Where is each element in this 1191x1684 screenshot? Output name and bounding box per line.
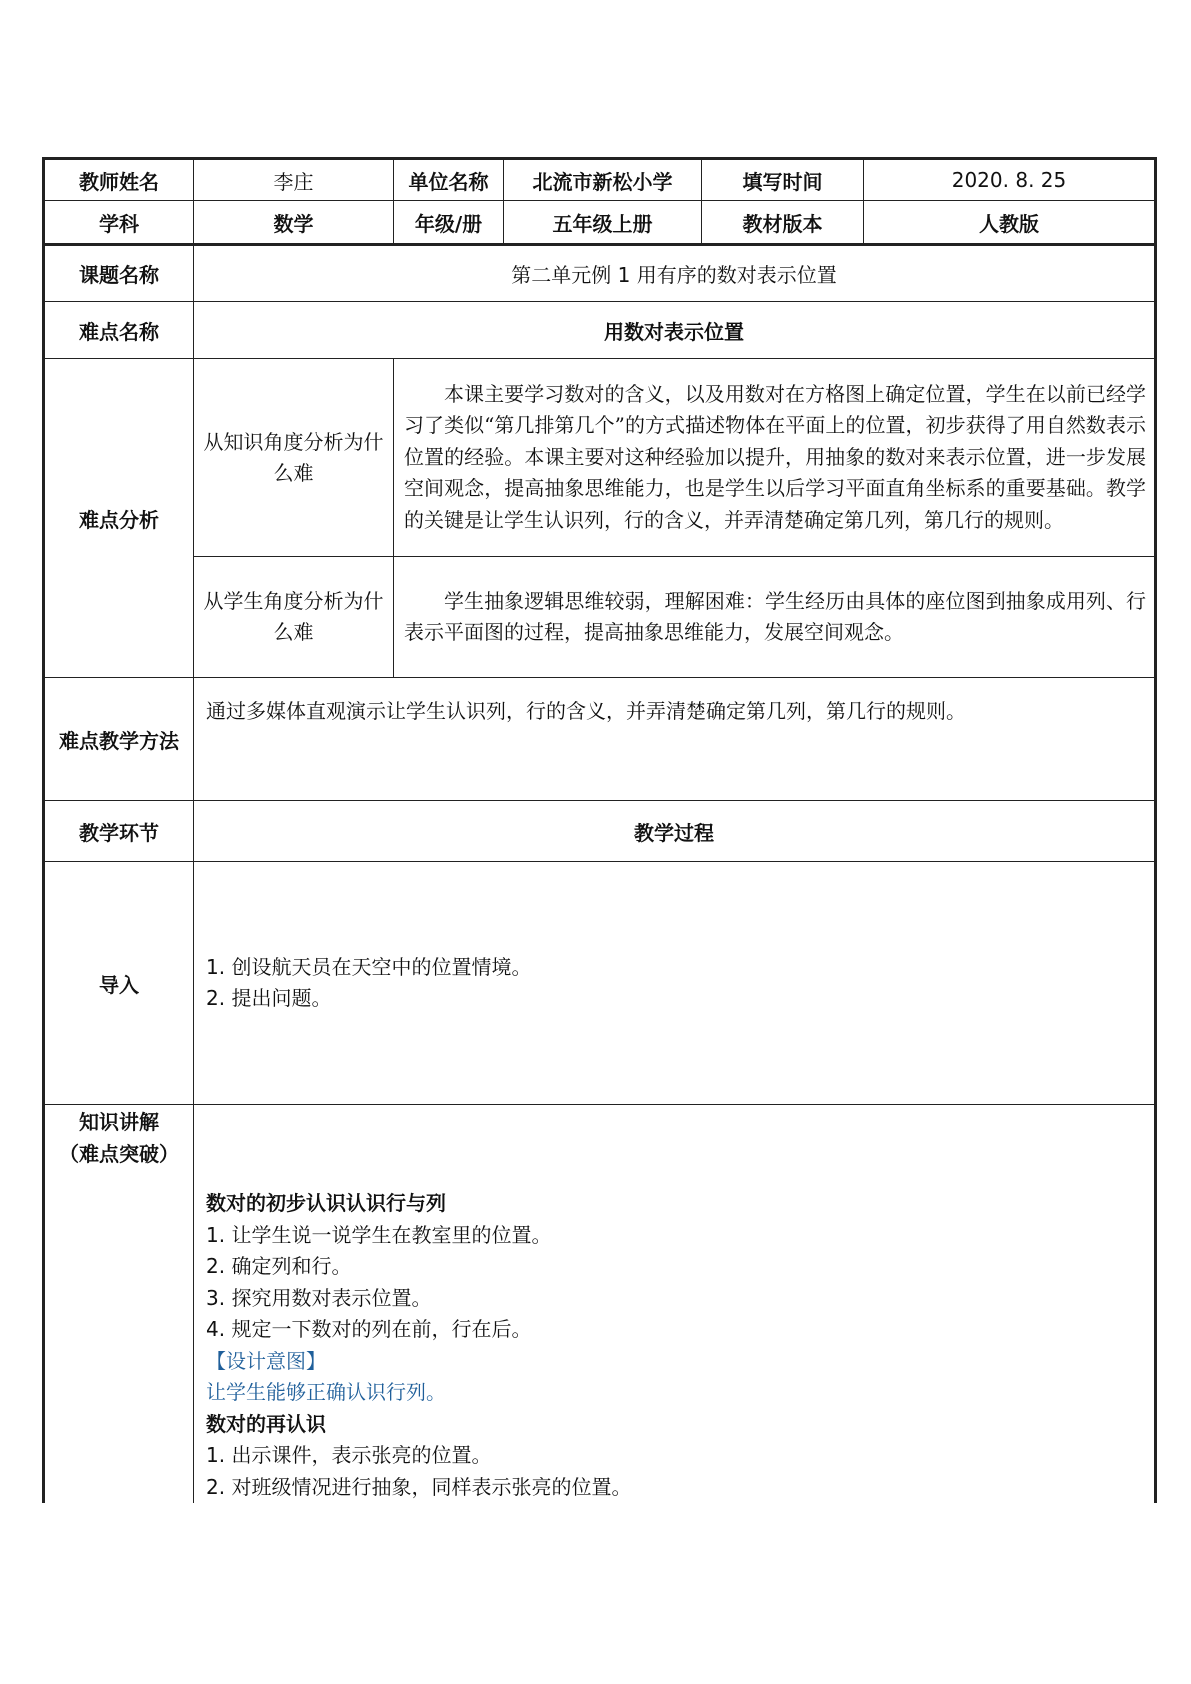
lecture-content [194, 1105, 1154, 1503]
knowledge-angle-text: 本课主要学习数对的含义，以及用数对在方格图上确定位置，学生在以前已经学习了类似“第几排第几个”的方式描述物体在平面上的位置，初步获得了用自然数表示位置的经验。本课主要对这种经验加以提升，用抽象的数对来表示位置，进一步发展空间观念，提高抽象思维能力，也是学生以后学习平面直角坐标系的重要基础。教学的关键是让学生认识列，行的含义，并弄清楚确定第几列，第几行的规则。 [404, 381, 1146, 532]
design-intent-text: 让学生能够正确认识行列。 [206, 1380, 446, 1404]
section-2-title: 数对的再认识 [206, 1411, 326, 1436]
section-2-item: 1. 出示课件，表示张亮的位置。 [206, 1443, 492, 1467]
method-cell [194, 678, 1156, 801]
analysis-knowledge-row [44, 359, 1156, 557]
lesson-plan-table [42, 157, 1157, 1503]
intro-cell [194, 862, 1156, 1105]
section-1-item: 4. 规定一下数对的列在前，行在后。 [206, 1317, 532, 1341]
grade-value: 五年级上册 [504, 201, 702, 245]
fill-date-value: 2020. 8. 25 [864, 159, 1156, 201]
section-1-item: 3. 探究用数对表示位置。 [206, 1285, 432, 1310]
lecture-row [44, 1105, 1156, 1504]
lecture-label-line-2: （难点突破） [59, 1141, 179, 1166]
student-angle-label: 从学生角度分析为什么难 [194, 557, 394, 678]
intro-item: 1. 创设航天员在天空中的位置情境。 [206, 954, 532, 979]
topic-value: 第二单元例 1 用有序的数对表示位置 [194, 245, 1156, 302]
section-1-item: 2. 确定列和行。 [206, 1254, 352, 1278]
process-stage-label: 教学环节 [44, 801, 194, 862]
intro-label: 导入 [44, 862, 194, 1105]
edition-value: 人教版 [864, 201, 1156, 245]
section-2-item: 2. 对班级情况进行抽象，同样表示张亮的位置。 [206, 1474, 632, 1499]
design-intent-title: 【设计意图】 [206, 1348, 326, 1373]
topic-label: 课题名称 [44, 245, 194, 302]
student-angle-text: 学生抽象逻辑思维较弱，理解困难：学生经历由具体的座位图到抽象成用列、行表示平面图的过程，提高抽象思维能力，发展空间观念。 [404, 588, 1146, 644]
unit-name-value: 北流市新松小学 [504, 159, 702, 201]
lesson-plan-sheet [42, 157, 1154, 1503]
subject-label: 学科 [44, 201, 194, 245]
topic-row [44, 245, 1156, 302]
section-1-title: 数对的初步认识认识行与列 [206, 1191, 446, 1215]
process-title: 教学过程 [194, 801, 1156, 862]
method-row [44, 678, 1156, 801]
analysis-label: 难点分析 [44, 359, 194, 678]
subject-value: 数学 [194, 201, 394, 245]
lecture-content-cell [194, 1105, 1156, 1504]
header-row-2 [44, 201, 1156, 245]
lecture-label-line-1: 知识讲解 [79, 1110, 159, 1134]
lecture-label-cell [44, 1105, 194, 1504]
analysis-student-row [44, 557, 1156, 678]
intro-list [194, 952, 1154, 1015]
difficulty-value: 用数对表示位置 [194, 302, 1156, 359]
grade-label: 年级/册 [394, 201, 504, 245]
unit-name-label: 单位名称 [394, 159, 504, 201]
intro-item: 2. 提出问题。 [206, 986, 332, 1010]
knowledge-angle-label: 从知识角度分析为什么难 [194, 359, 394, 557]
process-header-row [44, 801, 1156, 862]
method-text: 通过多媒体直观演示让学生认识列，行的含义，并弄清楚确定第几列，第几行的规则。 [206, 699, 966, 723]
header-row-1 [44, 159, 1156, 201]
method-label: 难点教学方法 [44, 678, 194, 801]
intro-row [44, 862, 1156, 1105]
edition-label: 教材版本 [702, 201, 864, 245]
teacher-name-label: 教师姓名 [44, 159, 194, 201]
difficulty-row [44, 302, 1156, 359]
knowledge-angle-cell [394, 359, 1156, 557]
teacher-name-value: 李庄 [194, 159, 394, 201]
section-1-item: 1. 让学生说一说学生在教室里的位置。 [206, 1222, 552, 1247]
student-angle-cell [394, 557, 1156, 678]
difficulty-label: 难点名称 [44, 302, 194, 359]
fill-date-label: 填写时间 [702, 159, 864, 201]
